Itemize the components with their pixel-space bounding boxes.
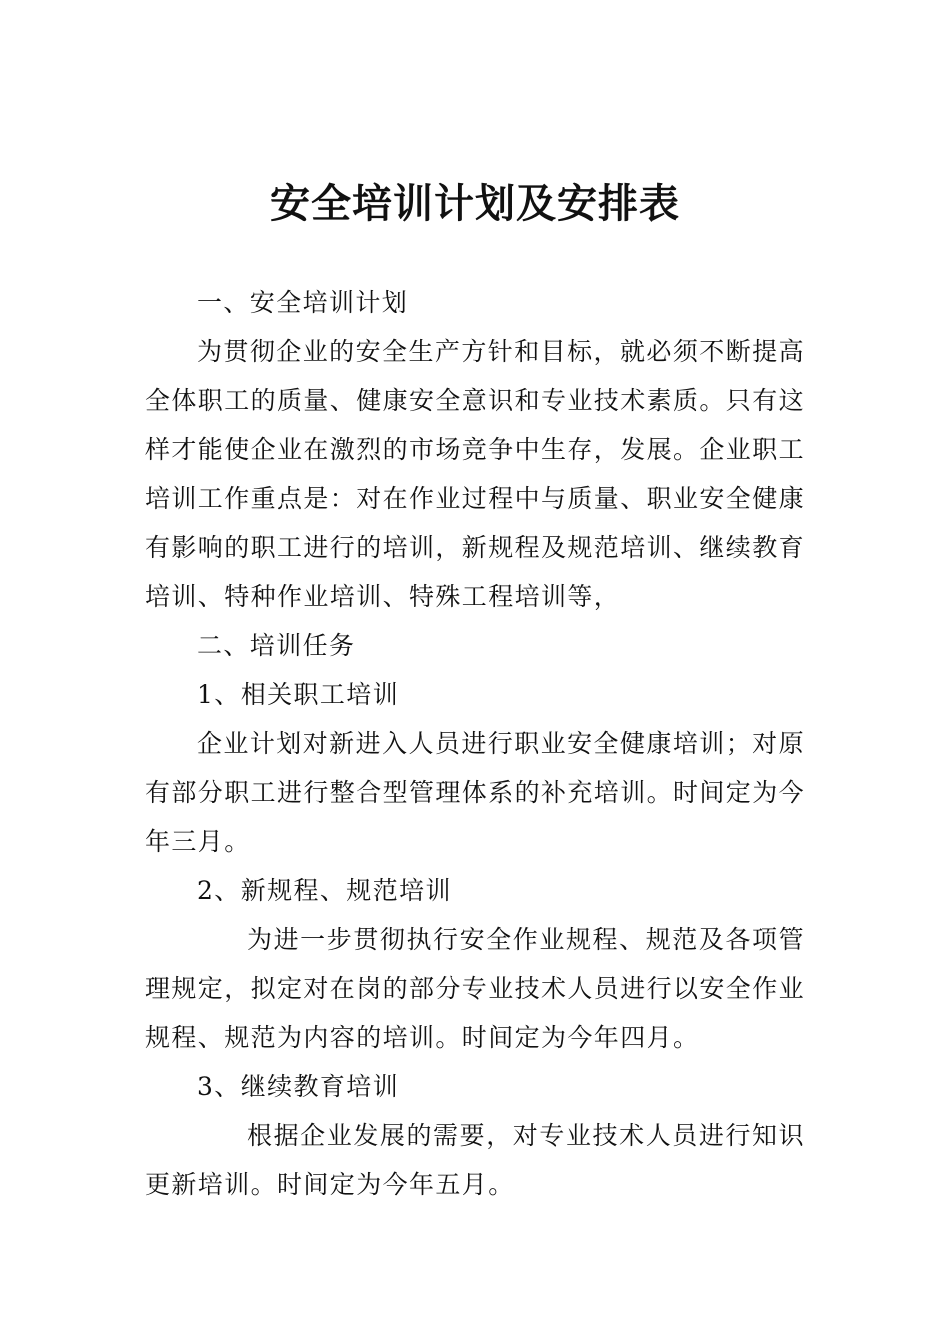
paragraph-continuing-education: 根据企业发展的需要，对专业技术人员进行知识更新培训。时间定为今年五月。 [145, 1121, 805, 1199]
subheading-continuing-education: 3、继续教育培训 [197, 1072, 400, 1101]
paragraph-staff-training: 企业计划对新进入人员进行职业安全健康培训；对原有部分职工进行整合型管理体系的补充培训。时间定为今年三月。 [145, 729, 806, 856]
subheading-staff-training: 1、相关职工培训 [197, 680, 400, 709]
paragraph-training-purpose: 为贯彻企业的安全生产方针和目标，就必须不断提高全体职工的质量、健康安全意识和专业技术素质。只有这样才能使企业在激烈的市场竞争中生存，发展。企业职工培训工作重点是：对在作业过程中与质量、职业安全健康有影响的职工进行的培训，新规程及规范培训、继续教育培训、特种作业培训、特殊工程培训等， [145, 337, 806, 611]
document-title: 安全培训计划及安排表 [270, 181, 680, 227]
subheading-regulation-training: 2、新规程、规范培训 [197, 876, 452, 905]
section-heading-training-tasks: 二、培训任务 [197, 631, 356, 660]
paragraph-regulation-training: 为进一步贯彻执行安全作业规程、规范及各项管理规定，拟定对在岗的部分专业技术人员进行以安全作业规程、规范为内容的培训。时间定为今年四月。 [145, 925, 806, 1052]
section-heading-training-plan: 一、安全培训计划 [197, 288, 409, 317]
document-body [145, 278, 805, 1209]
